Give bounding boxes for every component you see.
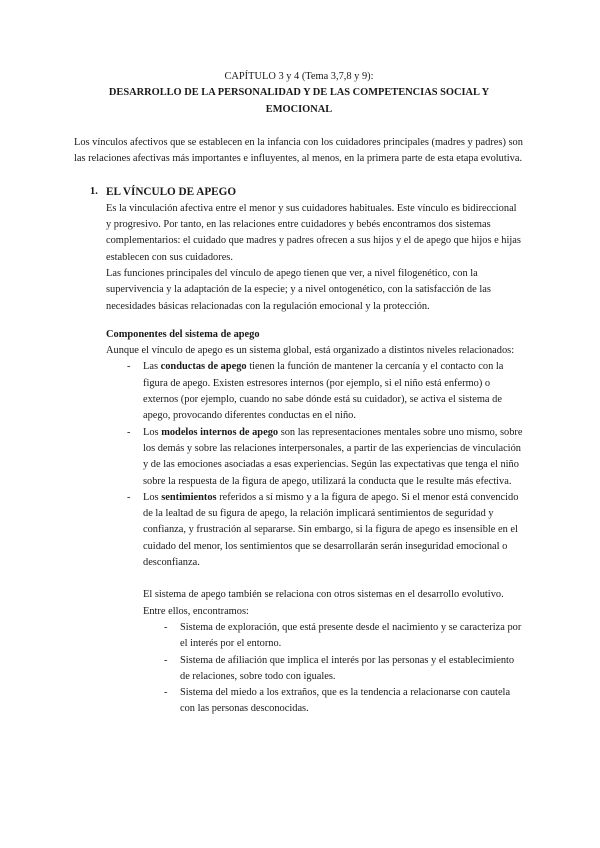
list-item-text: referidos a sí mismo y a la figura de apego. Si el menor está convencido de la lealtad de su figura de apego, la relación implicará sentimientos de seguridad y confianza, y frustración al separarse. Sin embargo, si la figura de apego es insensible en el cuidado del menor, los sentimientos que se desarrollarán serán inseguridad emocional o desconfianza. bbox=[143, 491, 519, 569]
list-item bbox=[143, 359, 524, 424]
systems-intro: El sistema de apego también se relaciona con otros sistemas en el desarrollo evolutivo. Entre ellos, encontramos: bbox=[143, 589, 504, 617]
list-item-pre: Los bbox=[143, 426, 162, 438]
section-attachment bbox=[74, 184, 524, 717]
intro-paragraph: Los vínculos afectivos que se establecen en la infancia con los cuidadores principales (madres y padres) son las relaciones afectivas más importantes e influyentes, al menos, en la primera parte de esta etapa evolutiva. bbox=[74, 136, 523, 165]
chapter-heading: CAPÍTULO 3 y 4 (Tema 3,7,8 y 9): bbox=[224, 71, 374, 82]
list-item-term: modelos internos de apego bbox=[161, 426, 279, 438]
list-item: - Sistema de afiliación que implica el interés por las personas y el establecimiento de relaciones, sobre todo con iguales. bbox=[180, 653, 524, 686]
section-number: 1. bbox=[90, 186, 98, 198]
components-list bbox=[106, 359, 524, 571]
list-item-text: tienen la función de mantener la cercanía y el contacto con la figura de apego. Existen estresores internos (por ejemplo, si el niño está enfermo) o externos (por ejemplo, cuando no sabe dónde está su cuidador), se activa el sistema de apego, provocando diferentes conductas en el niño. bbox=[143, 361, 504, 422]
related-systems-block bbox=[106, 587, 524, 717]
list-item-text: son las representaciones mentales sobre uno mismo, sobre los demás y sobre las relaciones interpersonales, a partir de las experiencias de vinculación y de las emociones asociadas a esas experiencias. Según las expectativas que tenga el niño sobre la respuesta de la figura de apego, utilizará la conducta que le resulte más efectiva. bbox=[143, 426, 523, 487]
list-item-term: conductas de apego bbox=[160, 361, 247, 373]
list-item bbox=[143, 490, 524, 571]
document-title: DESARROLLO DE LA PERSONALIDAD Y DE LAS COMPETENCIAS SOCIAL Y EMOCIONAL bbox=[108, 87, 490, 115]
document-body bbox=[74, 69, 524, 718]
list-item bbox=[143, 425, 524, 490]
section-paragraph-2: Las funciones principales del vínculo de apego tienen que ver, a nivel filogenético, con la supervivencia y la adaptación de la especie; y a nivel ontogenético, con la satisfacción de las necesidades básicas relacionadas con la regulación emocional y la protección. bbox=[106, 267, 491, 312]
list-item: - Sistema de exploración, que está presente desde el nacimiento y se caracteriza por el interés por el entorno. bbox=[180, 620, 524, 653]
components-intro: Aunque el vínculo de apego es un sistema global, está organizado a distintos niveles relacionados: bbox=[106, 345, 515, 357]
list-item-pre: Las bbox=[143, 361, 161, 373]
section-heading: EL VÍNCULO DE APEGO bbox=[106, 186, 237, 199]
list-item-term: sentimientos bbox=[161, 491, 217, 503]
list-item: - Sistema del miedo a los extraños, que es la tendencia a relacionarse con cautela con las personas desconocidas. bbox=[180, 685, 524, 718]
components-heading: Componentes del sistema de apego bbox=[106, 328, 260, 340]
systems-list bbox=[143, 620, 524, 718]
section-paragraph-1: Es la vinculación afectiva entre el menor y sus cuidadores habituales. Este vínculo es bidireccional y progresivo. Por tanto, en las relaciones entre cuidadores y bebés encontramos dos sistemas complementarios: el cuidado que madres y padres ofrecen a sus hijos y el de apego que hijos e hijas establecen con sus cuidadores. bbox=[106, 202, 521, 263]
list-item-pre: Los bbox=[143, 491, 162, 503]
